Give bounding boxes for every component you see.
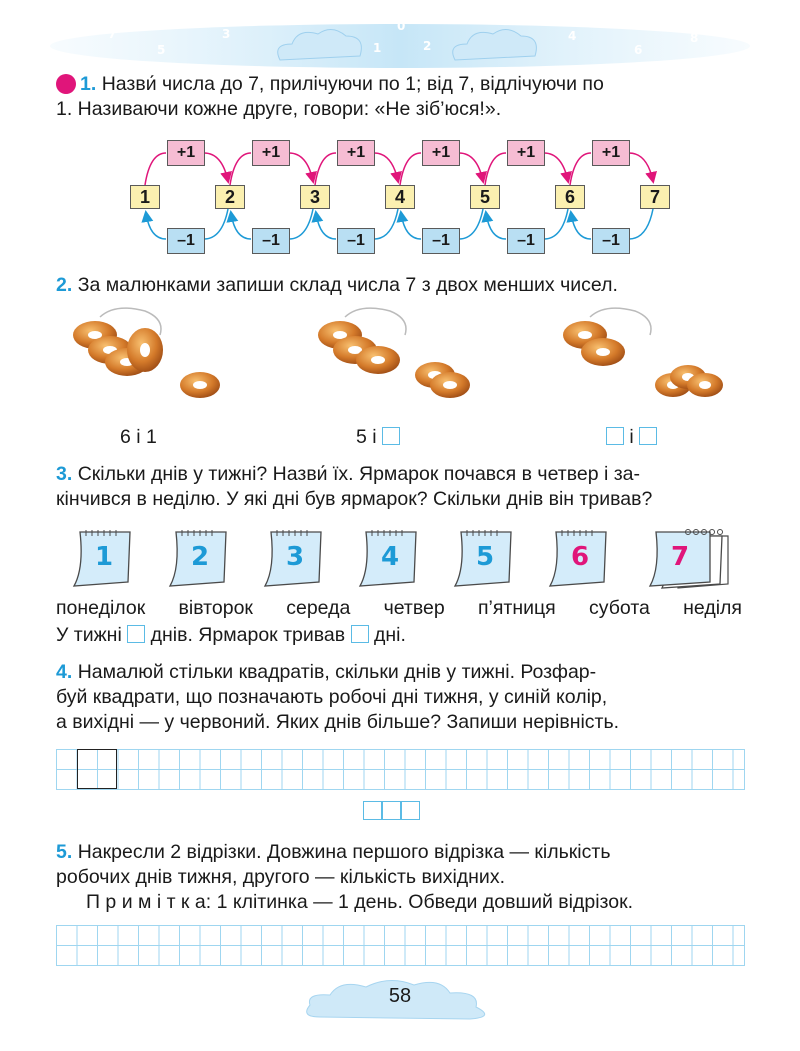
svg-text:0: 0: [397, 19, 406, 33]
svg-text:2: 2: [423, 39, 432, 53]
number-box: 3: [300, 185, 330, 209]
answer-box[interactable]: [351, 625, 369, 643]
svg-text:3: 3: [222, 27, 231, 41]
number-box: 7: [640, 185, 670, 209]
exercise-5-line1: Накресли 2 відрізки. Довжина першого відрізка — кількість: [77, 841, 611, 863]
exercise-2-text: [56, 273, 756, 298]
calendar-number: 2: [190, 542, 210, 572]
drawing-grid-1[interactable]: [56, 749, 745, 790]
number-box: 2: [215, 185, 245, 209]
minus-one-label: –1: [422, 228, 460, 254]
number-box: 6: [555, 185, 585, 209]
calendar-number: 5: [475, 542, 495, 572]
calendar-page: [453, 528, 517, 586]
inequality-box[interactable]: [401, 801, 420, 820]
plus-one-label: +1: [167, 140, 205, 166]
calendar-number: 4: [380, 542, 400, 572]
header-decoration: [50, 8, 750, 78]
answer-box[interactable]: [639, 427, 657, 445]
exercise-3-text: [56, 462, 756, 512]
calendar-page: [72, 528, 136, 586]
plus-one-label: +1: [422, 140, 460, 166]
number-box: 1: [130, 185, 160, 209]
bagel-bundle-3: [563, 308, 723, 397]
exercise-3-answer: [56, 623, 756, 648]
minus-one-label: –1: [337, 228, 375, 254]
plus-one-label: +1: [337, 140, 375, 166]
answer-box[interactable]: [606, 427, 624, 445]
calendar-row: [70, 528, 750, 592]
counting-diagram: [0, 135, 800, 260]
exercise-4-number: 4.: [56, 661, 73, 683]
exercise-4-line1: Намалюй стільки квадратів, скільки днів у тижні. Розфар-: [77, 661, 597, 683]
svg-text:7: 7: [108, 27, 117, 41]
svg-text:1: 1: [373, 41, 382, 55]
answer-part-3: дні.: [373, 624, 406, 646]
exercise-1-line2: 1. Називаючи кожне друге, говори: «Не зіб’юся!».: [56, 98, 502, 120]
svg-text:6: 6: [634, 43, 643, 57]
minus-one-label: –1: [592, 228, 630, 254]
calendar-page: [648, 528, 738, 586]
exercise-5-text: [56, 840, 756, 915]
example-square: [77, 749, 117, 789]
number-box: 4: [385, 185, 415, 209]
plus-one-label: +1: [592, 140, 630, 166]
page-number: 58: [388, 985, 412, 1007]
answer-part-1: У тижні: [56, 624, 122, 646]
note-text: : 1 клітинка — 1 день. Обведи довший відрізок.: [205, 891, 634, 913]
answer-part-2: днів. Ярмарок тривав: [150, 624, 346, 646]
exercise-2-number: 2.: [56, 274, 73, 296]
bagels-illustration: [55, 305, 755, 405]
inequality-box[interactable]: [382, 801, 401, 820]
calendar-page: [548, 528, 612, 586]
answer-box[interactable]: [127, 625, 145, 643]
bagel-bundle-2: [318, 308, 470, 398]
svg-text:8: 8: [690, 31, 699, 45]
exercise-1-line1: Назви́ числа до 7, прилічуючи по 1; від 7, відлічуючи по: [101, 73, 604, 95]
minus-one-label: –1: [252, 228, 290, 254]
calendar-number: 7: [670, 542, 690, 572]
svg-text:5: 5: [157, 43, 166, 57]
exercise-3-number: 3.: [56, 463, 73, 485]
answer-box[interactable]: [382, 427, 400, 445]
number-box: 5: [470, 185, 500, 209]
minus-one-label: –1: [507, 228, 545, 254]
exercise-1-number: 1.: [80, 73, 97, 95]
svg-text:4: 4: [568, 29, 577, 43]
exercise-5-number: 5.: [56, 841, 73, 863]
exercise-5-line2: робочих днів тижня, другого — кількість вихідних.: [56, 866, 505, 888]
day-names: понеділок вівторок середа четвер п’ятниця субота неділя: [56, 597, 742, 619]
exercise-3-line1: Скільки днів у тижні? Назви́ їх. Ярмарок почався в четвер і за-: [77, 463, 640, 485]
exercise-4-line2: буй квадрати, що позначають робочі дні тижня, у синій колір,: [56, 686, 608, 708]
caption-2-text: 5 і: [356, 426, 377, 448]
calendar-number: 1: [94, 542, 114, 572]
calendar-number: 3: [285, 542, 305, 572]
inequality-box[interactable]: [363, 801, 382, 820]
exercise-3-line2: кінчився в неділю. У які дні був ярмарок? Скільки днів він тривав?: [56, 488, 653, 510]
exercise-4-line3: а вихідні — у червоний. Яких днів більше? Запиши нерівність.: [56, 711, 620, 733]
note-label: П р и м і т к а: [86, 891, 206, 913]
caption-3-text: і: [629, 426, 634, 448]
caption-2: [356, 425, 400, 450]
plus-one-label: +1: [507, 140, 545, 166]
calendar-number: 6: [570, 542, 590, 572]
plus-one-label: +1: [252, 140, 290, 166]
bagel-bundle-1: [73, 308, 220, 398]
exercise-2-line: За малюнками запиши склад числа 7 з двох менших чисел.: [77, 274, 618, 296]
exercise-4-text: [56, 660, 746, 735]
drawing-grid-2[interactable]: [56, 925, 745, 966]
calendar-page: [168, 528, 232, 586]
calendar-page: [358, 528, 422, 586]
exercise-1-text: [56, 72, 756, 122]
calendar-page: [263, 528, 327, 586]
minus-one-label: –1: [167, 228, 205, 254]
caption-3: [606, 425, 657, 450]
caption-1: 6 і 1: [120, 426, 157, 448]
